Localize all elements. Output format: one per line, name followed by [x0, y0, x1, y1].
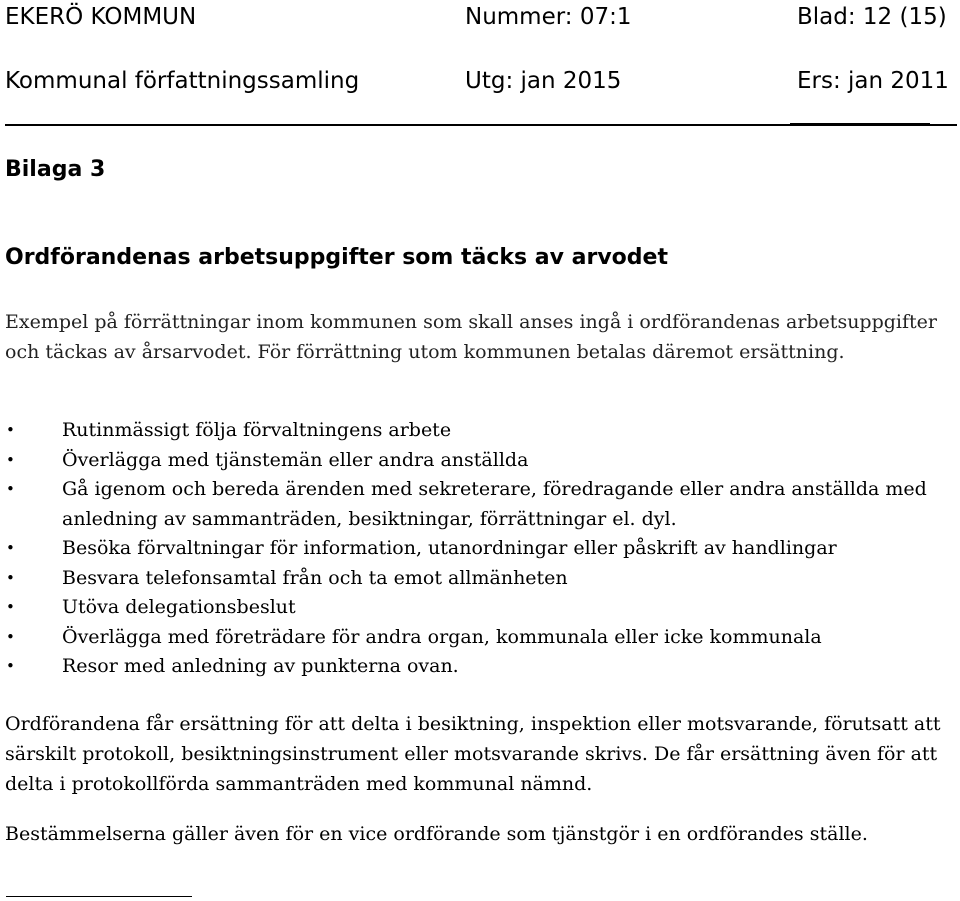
bullet-icon: •	[6, 539, 15, 557]
task-list	[0, 416, 960, 682]
document-header-row-2	[5, 65, 957, 97]
list-item-text: Överlägga med företrädare för andra organ, kommunala eller icke kommunala	[62, 625, 822, 648]
list-item	[0, 593, 960, 623]
list-item-text: Överlägga med tjänstemän eller andra anställda	[62, 448, 529, 471]
list-item	[0, 475, 960, 534]
compensation-paragraph: Ordförandena får ersättning för att delta i besiktning, inspektion eller motsvarande, förutsatt att särskilt protokoll, besiktningsinstrument eller motsvarande skrivs. De får ersättning även för att delta i protokollförda sammanträden med kommunal nämnd.	[5, 713, 941, 795]
municipality-name: EKERÖ KOMMUN	[5, 4, 197, 30]
vice-chair-paragraph: Bestämmelserna gäller även för en vice ordförande som tjänstgör i en ordförandes ställe.	[5, 823, 868, 845]
list-item-text: Besvara telefonsamtal från och ta emot allmänheten	[62, 566, 568, 589]
bullet-icon: •	[6, 421, 15, 439]
list-item	[0, 623, 960, 653]
issue-date: Utg: jan 2015	[465, 68, 622, 94]
bullet-icon: •	[6, 450, 15, 469]
list-item	[0, 416, 960, 446]
header-divider-accent	[790, 123, 930, 126]
list-item	[0, 564, 960, 594]
list-item	[0, 652, 960, 682]
bullet-icon: •	[6, 627, 15, 646]
bullet-icon: •	[6, 657, 15, 675]
list-item-text: Resor med anledning av punkterna ovan.	[62, 655, 459, 677]
footnote-divider	[6, 896, 192, 897]
page-number: Blad: 12 (15)	[797, 4, 947, 30]
intro-paragraph: Exempel på förrättningar inom kommunen som skall anses ingå i ordförandenas arbetsuppgifter och täckas av årsarvodet. För förrättning utom kommunen betalas däremot ersättning.	[5, 311, 937, 363]
appendix-title: Bilaga 3	[5, 157, 106, 182]
document-number: Nummer: 07:1	[465, 4, 632, 30]
section-title: Ordförandenas arbetsuppgifter som täcks av arvodet	[5, 245, 668, 270]
list-item-text: Besöka förvaltningar för information, utanordningar eller påskrift av handlingar	[62, 537, 837, 559]
list-item	[0, 534, 960, 564]
document-header-row-1	[5, 1, 957, 33]
list-item-text: Rutinmässigt följa förvaltningens arbete	[62, 419, 452, 441]
list-item-text: Utöva delegationsbeslut	[62, 596, 296, 618]
list-item-text: Gå igenom och bereda ärenden med sekreterare, föredragande eller andra anställda med anledning av sammanträden, besiktningar, förrättningar el. dyl.	[62, 478, 927, 530]
collection-name: Kommunal författningssamling	[5, 68, 360, 94]
bullet-icon: •	[6, 480, 15, 498]
bullet-icon: •	[6, 598, 15, 616]
list-item	[0, 446, 960, 476]
replaces-date: Ers: jan 2011	[797, 68, 949, 94]
bullet-icon: •	[6, 568, 15, 587]
